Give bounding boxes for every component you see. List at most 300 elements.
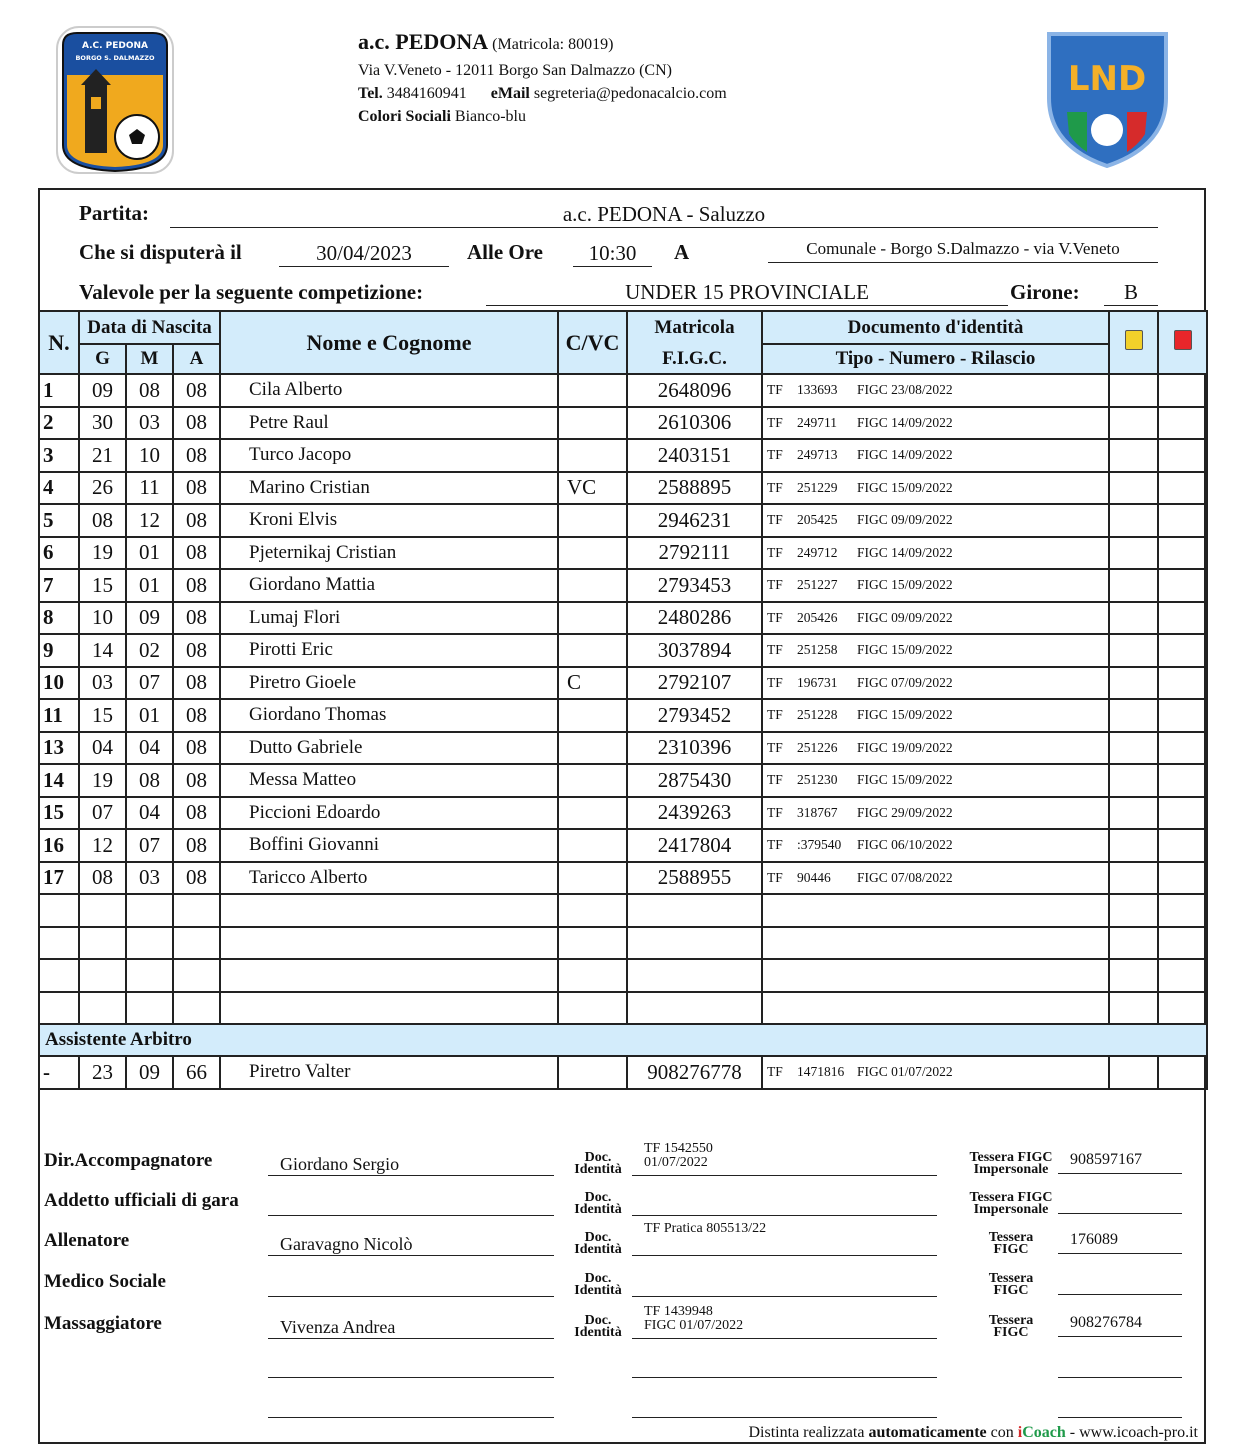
doc-label: Doc. Identità: [574, 1230, 622, 1257]
document: [762, 374, 1109, 407]
document: [762, 472, 1109, 505]
doc-number: 251258: [797, 642, 838, 658]
colors-label: Colori Sociali: [358, 108, 451, 125]
document: [762, 569, 1109, 602]
staff-doc: [632, 1263, 937, 1297]
birth-year: 08: [173, 634, 220, 667]
staff-tessera: [1058, 1271, 1182, 1295]
birth-day: 03: [79, 667, 126, 700]
document: [762, 699, 1109, 732]
matricola: 2792111: [627, 537, 762, 570]
tessera-label: Tessera FIGC: [988, 1313, 1034, 1340]
doc-type: TF: [767, 674, 783, 690]
player-name: Messa Matteo: [220, 764, 558, 797]
tessera-label: Tessera FIGC: [988, 1230, 1034, 1257]
red-card-cell[interactable]: [1158, 374, 1207, 407]
club-name: a.c. PEDONA: [358, 29, 489, 54]
doc-label: Doc. Identità: [574, 1271, 622, 1298]
birth-day: 08: [79, 862, 126, 895]
birth-year: 08: [173, 732, 220, 765]
table-row: [39, 569, 1207, 602]
doc-type: TF: [767, 1064, 783, 1080]
staff-tessera: 908597167: [1058, 1150, 1182, 1174]
birth-day: 19: [79, 537, 126, 570]
club-colors: [358, 105, 526, 128]
captain-mark: [558, 504, 627, 537]
logo-text-sub: BORGO S. DALMAZZO: [75, 54, 155, 62]
yellow-card-cell[interactable]: [1109, 829, 1158, 862]
club-matricola: (Matricola: 80019): [492, 36, 614, 53]
doc-release: FIGC 15/09/2022: [857, 772, 953, 788]
player-number: 2: [39, 407, 79, 440]
doc-type: TF: [767, 414, 783, 430]
empty-row: [39, 992, 1207, 1025]
doc-type: TF: [767, 772, 783, 788]
doc-release: FIGC 19/09/2022: [857, 739, 953, 755]
staff-tessera: [1058, 1190, 1182, 1214]
birth-month: 07: [126, 829, 173, 862]
yellow-card-cell[interactable]: [1109, 764, 1158, 797]
extra-line: [1058, 1372, 1182, 1378]
doc-type: TF: [767, 479, 783, 495]
staff-label: Medico Sociale: [44, 1271, 166, 1292]
birth-month: 09: [126, 602, 173, 635]
matricola: 3037894: [627, 634, 762, 667]
yellow-card-cell[interactable]: [1109, 602, 1158, 635]
document: [762, 537, 1109, 570]
player-number: 16: [39, 829, 79, 862]
matricola: 2417804: [627, 829, 762, 862]
player-name: Piretro Valter: [220, 1056, 558, 1089]
red-card-cell[interactable]: [1158, 407, 1207, 440]
red-card-icon: [1174, 330, 1192, 350]
birth-day: 09: [79, 374, 126, 407]
birth-month: 02: [126, 634, 173, 667]
yellow-card-cell[interactable]: [1109, 374, 1158, 407]
doc-release: FIGC 15/09/2022: [857, 577, 953, 593]
matricola: 2403151: [627, 439, 762, 472]
tessera-label: Tessera FIGC: [988, 1271, 1034, 1298]
doc-type: TF: [767, 804, 783, 820]
doc-number: :379540: [797, 837, 842, 853]
staff-label: Allenatore: [44, 1230, 130, 1251]
place-value: Comunale - Borgo S.Dalmazzo - via V.Veneto: [768, 236, 1158, 263]
yellow-card-cell[interactable]: [1109, 862, 1158, 895]
yellow-card-cell[interactable]: [1109, 569, 1158, 602]
staff-doc: TF 1542550 01/07/2022: [632, 1142, 937, 1176]
doc-type: TF: [767, 512, 783, 528]
player-number: 9: [39, 634, 79, 667]
document: [762, 1056, 1109, 1089]
birth-day: 04: [79, 732, 126, 765]
lnd-text: LND: [1067, 59, 1147, 99]
doc-release: FIGC 06/10/2022: [857, 837, 953, 853]
doc-label: Doc. Identità: [574, 1150, 622, 1177]
player-name: Boffini Giovanni: [220, 829, 558, 862]
header-a: A: [173, 344, 220, 374]
doc-number: 90446: [797, 869, 831, 885]
lnd-logo: [1045, 28, 1170, 168]
red-card-cell[interactable]: [1158, 797, 1207, 830]
staff-label: Addetto ufficiali di gara: [44, 1190, 239, 1211]
extra-line: [632, 1412, 937, 1418]
doc-number: 318767: [797, 804, 838, 820]
yellow-card-cell[interactable]: [1109, 407, 1158, 440]
tel-label: Tel.: [358, 85, 383, 102]
player-name: Turco Jacopo: [220, 439, 558, 472]
header-m: M: [126, 344, 173, 374]
club-contacts: [358, 82, 727, 105]
table-row: [39, 407, 1207, 440]
birth-month: 04: [126, 732, 173, 765]
table-row: [39, 472, 1207, 505]
matricola: 2875430: [627, 764, 762, 797]
extra-line: [268, 1372, 554, 1378]
doc-release: FIGC 07/09/2022: [857, 674, 953, 690]
tessera-label: Tessera FIGC Impersonale: [969, 1150, 1053, 1177]
yellow-card-cell[interactable]: [1109, 504, 1158, 537]
table-row: [39, 602, 1207, 635]
captain-mark: [558, 374, 627, 407]
partita-label: Partita:: [79, 201, 149, 225]
doc-number: 133693: [797, 382, 838, 398]
staff-doc: TF 1439948 FIGC 01/07/2022: [632, 1305, 937, 1339]
matricola: 2648096: [627, 374, 762, 407]
header-red: [1158, 311, 1207, 374]
matricola: 2439263: [627, 797, 762, 830]
partita-value: a.c. PEDONA - Saluzzo: [170, 201, 1158, 228]
doc-label: Doc. Identità: [574, 1313, 622, 1340]
player-number: 6: [39, 537, 79, 570]
doc-release: FIGC 15/09/2022: [857, 642, 953, 658]
extra-line: [632, 1372, 937, 1378]
player-name: Marino Cristian: [220, 472, 558, 505]
birth-day: 08: [79, 504, 126, 537]
competition-label: Valevole per la seguente competizione:: [79, 280, 424, 304]
doc-release: FIGC 01/07/2022: [857, 1064, 953, 1080]
yellow-card-cell[interactable]: [1109, 634, 1158, 667]
doc-type: TF: [767, 642, 783, 658]
captain-mark: [558, 829, 627, 862]
document: [762, 504, 1109, 537]
red-card-cell[interactable]: [1158, 699, 1207, 732]
birth-year: 66: [173, 1056, 220, 1089]
doc-number: 196731: [797, 674, 838, 690]
doc-number: 1471816: [797, 1064, 845, 1080]
birth-year: 08: [173, 667, 220, 700]
birth-month: 03: [126, 407, 173, 440]
document: [762, 602, 1109, 635]
document: [762, 439, 1109, 472]
doc-type: TF: [767, 837, 783, 853]
player-number: -: [39, 1056, 79, 1089]
club-address: Via V.Veneto - 12011 Borgo San Dalmazzo (CN): [358, 62, 672, 79]
birth-day: 19: [79, 764, 126, 797]
staff-name: Garavagno Nicolò: [268, 1232, 554, 1256]
header-cvc: C/VC: [558, 311, 627, 374]
staff-doc: [632, 1182, 937, 1216]
time-label: Alle Ore: [467, 240, 544, 264]
captain-mark: [558, 764, 627, 797]
table-row: [39, 699, 1207, 732]
staff-label: Massaggiatore: [44, 1313, 162, 1334]
table-row: [39, 862, 1207, 895]
table-row: [39, 797, 1207, 830]
player-name: Kroni Elvis: [220, 504, 558, 537]
matricola: 2610306: [627, 407, 762, 440]
player-number: 17: [39, 862, 79, 895]
birth-month: 08: [126, 374, 173, 407]
birth-year: 08: [173, 537, 220, 570]
table-row: [39, 374, 1207, 407]
yellow-card-cell[interactable]: [1109, 439, 1158, 472]
birth-month: 07: [126, 667, 173, 700]
captain-mark: [558, 732, 627, 765]
club-logo: [55, 25, 175, 175]
doc-type: TF: [767, 739, 783, 755]
table-row: [39, 764, 1207, 797]
birth-day: 15: [79, 569, 126, 602]
doc-release: FIGC 14/09/2022: [857, 447, 953, 463]
red-card-cell[interactable]: [1158, 634, 1207, 667]
player-number: 15: [39, 797, 79, 830]
matricola: 2792107: [627, 667, 762, 700]
doc-release: FIGC 15/09/2022: [857, 479, 953, 495]
doc-number: 251227: [797, 577, 838, 593]
birth-day: 15: [79, 699, 126, 732]
birth-day: 30: [79, 407, 126, 440]
player-name: Taricco Alberto: [220, 862, 558, 895]
yellow-card-cell[interactable]: [1109, 537, 1158, 570]
time-value: 10:30: [573, 240, 652, 267]
staff-doc: TF Pratica 805513/22: [632, 1222, 937, 1256]
birth-year: 08: [173, 602, 220, 635]
red-card-cell[interactable]: [1158, 602, 1207, 635]
document: [762, 862, 1109, 895]
matricola: 2588895: [627, 472, 762, 505]
doc-release: FIGC 15/09/2022: [857, 707, 953, 723]
table-row: [39, 829, 1207, 862]
birth-month: 01: [126, 569, 173, 602]
captain-mark: VC: [558, 472, 627, 505]
yellow-card-cell[interactable]: [1109, 667, 1158, 700]
captain-mark: [558, 797, 627, 830]
player-number: 14: [39, 764, 79, 797]
player-name: Pjeternikaj Cristian: [220, 537, 558, 570]
players-table: [38, 310, 1208, 1090]
birth-year: 08: [173, 569, 220, 602]
birth-day: 21: [79, 439, 126, 472]
birth-year: 08: [173, 862, 220, 895]
empty-row: [39, 959, 1207, 992]
captain-mark: [558, 634, 627, 667]
birth-month: 10: [126, 439, 173, 472]
player-number: 1: [39, 374, 79, 407]
header-figc: F.I.G.C.: [627, 344, 762, 374]
red-card-cell[interactable]: [1158, 829, 1207, 862]
doc-type: TF: [767, 544, 783, 560]
yellow-card-cell[interactable]: [1109, 472, 1158, 505]
table-row: [39, 504, 1207, 537]
extra-line: [268, 1412, 554, 1418]
yellow-card-cell[interactable]: [1109, 699, 1158, 732]
player-number: 4: [39, 472, 79, 505]
captain-mark: [558, 407, 627, 440]
table-row: [39, 1056, 1207, 1089]
matricola: 2310396: [627, 732, 762, 765]
red-card-cell[interactable]: [1158, 439, 1207, 472]
doc-type: TF: [767, 609, 783, 625]
birth-month: 11: [126, 472, 173, 505]
competition-value: UNDER 15 PROVINCIALE: [486, 279, 1008, 306]
birth-day: 07: [79, 797, 126, 830]
birth-year: 08: [173, 472, 220, 505]
table-row: [39, 732, 1207, 765]
birth-month: 01: [126, 699, 173, 732]
doc-release: FIGC 07/08/2022: [857, 869, 953, 885]
birth-month: 12: [126, 504, 173, 537]
place-label: A: [674, 240, 690, 264]
email-label: eMail: [490, 85, 530, 102]
document: [762, 407, 1109, 440]
player-name: Giordano Mattia: [220, 569, 558, 602]
girone-value: B: [1104, 279, 1158, 306]
header-name: Nome e Cognome: [220, 311, 558, 374]
birth-month: 09: [126, 1056, 173, 1089]
extra-line: [1058, 1412, 1182, 1418]
red-card-cell[interactable]: [1158, 732, 1207, 765]
player-name: Cila Alberto: [220, 374, 558, 407]
birth-year: 08: [173, 504, 220, 537]
player-number: 3: [39, 439, 79, 472]
player-name: Giordano Thomas: [220, 699, 558, 732]
captain-mark: [558, 439, 627, 472]
header-doc-sub: Tipo - Numero - Rilascio: [762, 344, 1109, 374]
red-card-cell[interactable]: [1158, 862, 1207, 895]
girone-label: Girone:: [1010, 280, 1080, 304]
captain-mark: [558, 537, 627, 570]
document: [762, 634, 1109, 667]
yellow-card-cell[interactable]: [1109, 1056, 1158, 1089]
tel-value: 3484160941: [386, 85, 467, 102]
staff-name: [268, 1273, 554, 1297]
doc-type: TF: [767, 577, 783, 593]
staff-tessera: 908276784: [1058, 1313, 1182, 1337]
doc-number: 249712: [797, 544, 838, 560]
doc-number: 251226: [797, 739, 838, 755]
doc-number: 205426: [797, 609, 838, 625]
colors-value: Bianco-blu: [454, 108, 526, 125]
document: [762, 829, 1109, 862]
birth-day: 23: [79, 1056, 126, 1089]
red-card-cell[interactable]: [1158, 472, 1207, 505]
tessera-label: Tessera FIGC Impersonale: [969, 1190, 1053, 1217]
date-value: 30/04/2023: [279, 240, 449, 267]
yellow-card-cell[interactable]: [1109, 732, 1158, 765]
doc-number: 249713: [797, 447, 838, 463]
doc-type: TF: [767, 869, 783, 885]
red-card-cell[interactable]: [1158, 1056, 1207, 1089]
player-name: Pirotti Eric: [220, 634, 558, 667]
birth-month: 08: [126, 764, 173, 797]
player-number: 10: [39, 667, 79, 700]
header-n: N.: [39, 311, 79, 374]
birth-month: 04: [126, 797, 173, 830]
header-birth: Data di Nascita: [79, 311, 220, 344]
yellow-card-cell[interactable]: [1109, 797, 1158, 830]
birth-month: 03: [126, 862, 173, 895]
staff-name: [268, 1192, 554, 1216]
captain-mark: [558, 862, 627, 895]
red-card-cell[interactable]: [1158, 667, 1207, 700]
birth-month: 01: [126, 537, 173, 570]
captain-mark: [558, 1056, 627, 1089]
header-yellow: [1109, 311, 1158, 374]
captain-mark: C: [558, 667, 627, 700]
doc-number: 251229: [797, 479, 838, 495]
staff-name: Vivenza Andrea: [268, 1315, 554, 1339]
player-number: 11: [39, 699, 79, 732]
red-card-cell[interactable]: [1158, 569, 1207, 602]
red-card-cell[interactable]: [1158, 764, 1207, 797]
table-row: [39, 439, 1207, 472]
date-label: Che si disputerà il: [79, 240, 242, 264]
player-number: 13: [39, 732, 79, 765]
table-row: [39, 634, 1207, 667]
captain-mark: [558, 569, 627, 602]
doc-type: TF: [767, 382, 783, 398]
red-card-cell[interactable]: [1158, 537, 1207, 570]
red-card-cell[interactable]: [1158, 504, 1207, 537]
birth-year: 08: [173, 407, 220, 440]
player-name: Lumaj Flori: [220, 602, 558, 635]
doc-label: Doc. Identità: [574, 1190, 622, 1217]
birth-day: 12: [79, 829, 126, 862]
email-value: segreteria@pedonacalcio.com: [533, 85, 727, 102]
club-title: [358, 30, 613, 56]
player-name: Piretro Gioele: [220, 667, 558, 700]
document: [762, 797, 1109, 830]
document: [762, 667, 1109, 700]
birth-day: 14: [79, 634, 126, 667]
header-g: G: [79, 344, 126, 374]
matricola: 2793453: [627, 569, 762, 602]
staff-name: Giordano Sergio: [268, 1152, 554, 1176]
player-number: 7: [39, 569, 79, 602]
staff-tessera: 176089: [1058, 1230, 1182, 1254]
player-name: Piccioni Edoardo: [220, 797, 558, 830]
birth-day: 26: [79, 472, 126, 505]
doc-release: FIGC 09/09/2022: [857, 609, 953, 625]
staff-label: Dir.Accompagnatore: [44, 1150, 213, 1171]
doc-number: 205425: [797, 512, 838, 528]
yellow-card-icon: [1125, 330, 1143, 350]
birth-year: 08: [173, 797, 220, 830]
doc-number: 251228: [797, 707, 838, 723]
captain-mark: [558, 699, 627, 732]
header-matricola: Matricola: [627, 311, 762, 344]
doc-number: 249711: [797, 414, 837, 430]
matricola: 2793452: [627, 699, 762, 732]
doc-release: FIGC 09/09/2022: [857, 512, 953, 528]
table-row: [39, 537, 1207, 570]
document: [762, 764, 1109, 797]
matricola: 908276778: [627, 1056, 762, 1089]
table-row: [39, 667, 1207, 700]
birth-year: 08: [173, 439, 220, 472]
player-name: Petre Raul: [220, 407, 558, 440]
matricola: 2588955: [627, 862, 762, 895]
